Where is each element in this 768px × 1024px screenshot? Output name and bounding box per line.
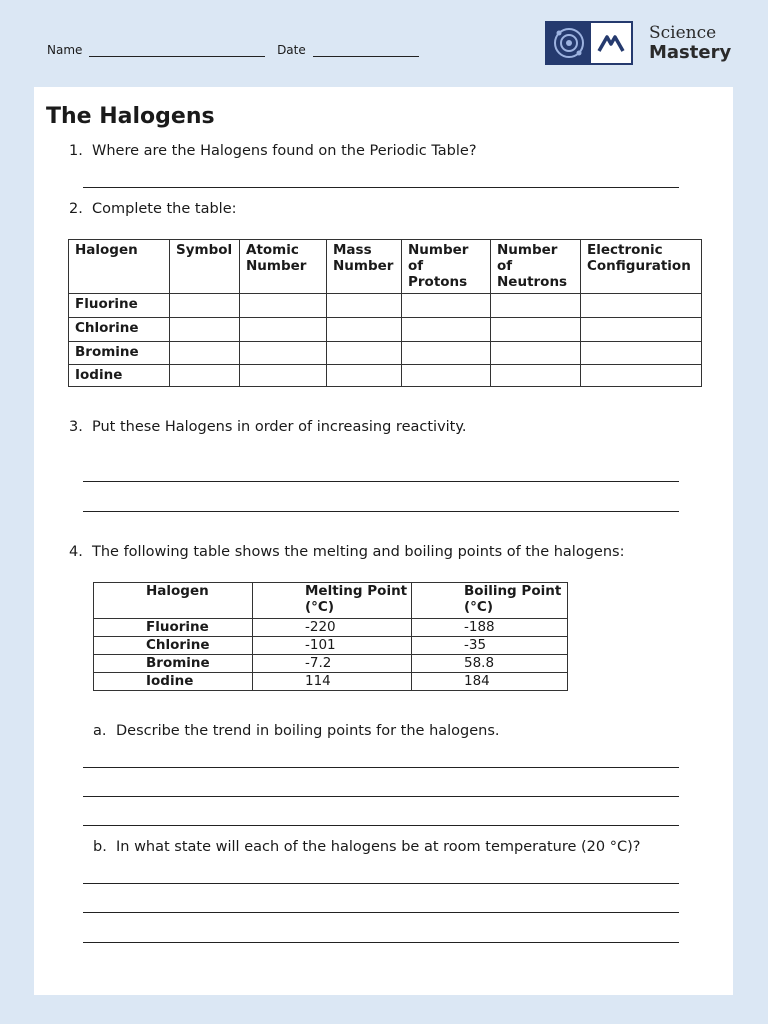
page-title: The Halogens — [46, 104, 215, 129]
date-field[interactable] — [313, 43, 419, 57]
name-label: Name — [47, 43, 83, 57]
row-label: Bromine — [69, 342, 170, 365]
table-header: Number of Neutrons — [491, 240, 581, 294]
table-row — [69, 318, 702, 342]
question-text: Where are the Halogens found on the Periodic Table? — [92, 143, 477, 159]
question-number: 4. — [69, 544, 83, 560]
halogen-name: Fluorine — [94, 619, 253, 637]
answer-line[interactable] — [83, 767, 679, 768]
answer-line[interactable] — [83, 825, 679, 826]
boiling-point: -35 — [412, 637, 568, 655]
halogen-name: Bromine — [94, 655, 253, 673]
melting-boiling-table — [93, 582, 568, 691]
logo-mark — [545, 21, 633, 65]
table-cell[interactable] — [581, 342, 702, 365]
melting-point: -220 — [253, 619, 412, 637]
table-cell[interactable] — [581, 318, 702, 342]
table-header: Mass Number — [327, 240, 402, 294]
answer-line[interactable] — [83, 796, 679, 797]
table-cell[interactable] — [170, 365, 240, 387]
question-4 — [69, 544, 624, 560]
mountain-icon — [591, 23, 631, 63]
answer-line[interactable] — [83, 883, 679, 884]
melting-point: 114 — [253, 673, 412, 691]
brand-line-1: Science — [649, 23, 717, 43]
row-label: Chlorine — [69, 318, 170, 342]
answer-line[interactable] — [83, 912, 679, 913]
table-header: Atomic Number — [240, 240, 327, 294]
answer-line[interactable] — [83, 511, 679, 512]
question-text: Describe the trend in boiling points for the halogens. — [116, 723, 500, 739]
melting-point: -101 — [253, 637, 412, 655]
answer-line[interactable] — [83, 942, 679, 943]
table-header: Halogen — [94, 583, 253, 619]
table-cell[interactable] — [491, 365, 581, 387]
worksheet-page — [34, 87, 733, 995]
table-header: Melting Point (°C) — [253, 583, 412, 619]
complete-table — [68, 239, 702, 387]
table-cell[interactable] — [240, 365, 327, 387]
question-4a — [93, 723, 500, 739]
table-header: Boiling Point (°C) — [412, 583, 568, 619]
date-label: Date — [277, 43, 306, 57]
table-cell[interactable] — [240, 294, 327, 318]
table-cell[interactable] — [170, 294, 240, 318]
table-header-row — [94, 583, 568, 619]
halogen-name: Iodine — [94, 673, 253, 691]
table-row — [94, 619, 568, 637]
name-date-line — [47, 43, 419, 57]
table-cell[interactable] — [402, 365, 491, 387]
table-cell[interactable] — [170, 342, 240, 365]
table-cell[interactable] — [491, 294, 581, 318]
table-cell[interactable] — [402, 342, 491, 365]
table-cell[interactable] — [581, 365, 702, 387]
table-header-row — [69, 240, 702, 294]
boiling-point: 58.8 — [412, 655, 568, 673]
table-header: Halogen — [69, 240, 170, 294]
question-4b — [93, 839, 640, 855]
question-1 — [69, 143, 477, 159]
table-cell[interactable] — [327, 318, 402, 342]
question-text: Complete the table: — [92, 201, 237, 217]
table-cell[interactable] — [170, 318, 240, 342]
table-cell[interactable] — [581, 294, 702, 318]
table-row — [69, 294, 702, 318]
table-header: Symbol — [170, 240, 240, 294]
atom-icon — [547, 23, 591, 63]
brand-text — [649, 24, 731, 62]
table-header: Number of Protons — [402, 240, 491, 294]
table-cell[interactable] — [327, 365, 402, 387]
question-text: Put these Halogens in order of increasing reactivity. — [92, 419, 467, 435]
row-label: Fluorine — [69, 294, 170, 318]
table-cell[interactable] — [402, 294, 491, 318]
table-cell[interactable] — [240, 342, 327, 365]
table-cell[interactable] — [327, 342, 402, 365]
table-header: Electronic Configuration — [581, 240, 702, 294]
answer-line[interactable] — [83, 187, 679, 188]
table-cell[interactable] — [327, 294, 402, 318]
brand-line-2: Mastery — [649, 42, 732, 63]
boiling-point: 184 — [412, 673, 568, 691]
row-label: Iodine — [69, 365, 170, 387]
halogen-name: Chlorine — [94, 637, 253, 655]
table-cell[interactable] — [240, 318, 327, 342]
table-cell[interactable] — [491, 342, 581, 365]
table-row — [94, 637, 568, 655]
table-row — [94, 655, 568, 673]
answer-line[interactable] — [83, 481, 679, 482]
melting-point: -7.2 — [253, 655, 412, 673]
name-field[interactable] — [89, 43, 265, 57]
table-row — [94, 673, 568, 691]
header — [0, 0, 768, 86]
question-number: a. — [93, 723, 107, 739]
question-number: 3. — [69, 419, 83, 435]
question-text: In what state will each of the halogens be at room temperature (20 °C)? — [116, 839, 641, 855]
question-number: b. — [93, 839, 107, 855]
question-3 — [69, 419, 467, 435]
science-mastery-logo — [545, 21, 731, 65]
question-number: 1. — [69, 143, 83, 159]
question-number: 2. — [69, 201, 83, 217]
boiling-point: -188 — [412, 619, 568, 637]
table-cell[interactable] — [491, 318, 581, 342]
table-cell[interactable] — [402, 318, 491, 342]
question-text: The following table shows the melting and boiling points of the halogens: — [92, 544, 625, 560]
table-row — [69, 365, 702, 387]
question-2 — [69, 201, 237, 217]
table-row — [69, 342, 702, 365]
